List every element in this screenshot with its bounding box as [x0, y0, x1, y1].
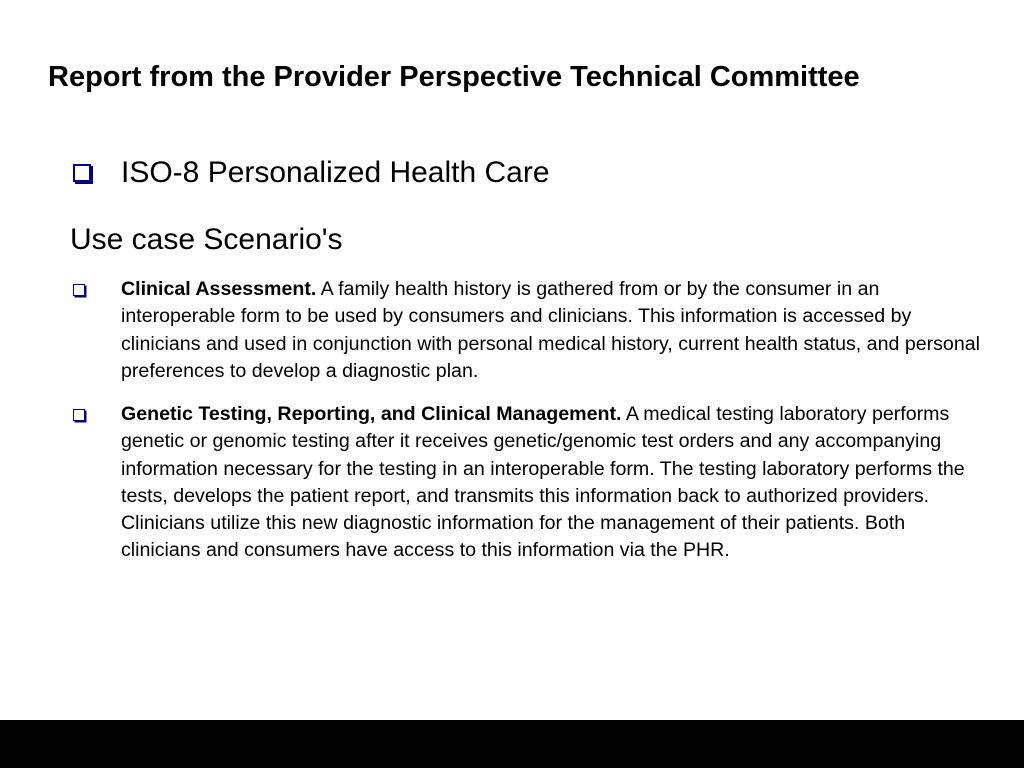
page-title: Report from the Provider Perspective Technical Committee — [48, 61, 860, 93]
list-item — [73, 401, 983, 595]
checkbox-bullet-icon — [73, 409, 85, 421]
list-item-text — [121, 276, 983, 385]
list-item-body: A medical testing laboratory performs genetic or genomic testing after it receives genetic/genomic test orders and any accompanying information necessary for the testing in an interoperable form. The testing laboratory performs the tests, develops the patient report, and transmits this information back to authorized providers. Clinicians utilize this new diagnostic information for the management of their patients. Both clinicians and consumers have access to this information via the PHR. — [121, 403, 965, 562]
list-item — [73, 276, 983, 388]
list-item-text — [121, 401, 983, 565]
subheading: Use case Scenario's — [70, 223, 343, 256]
list-item-heading: Genetic Testing, Reporting, and Clinical Management. — [121, 403, 622, 425]
list-item-heading: Clinical Assessment. — [121, 278, 317, 300]
main-bullet-text: ISO-8 Personalized Health Care — [121, 156, 550, 189]
list-item-body: A family health history is gathered from or by the consumer in an interoperable form to be used by consumers and clinicians. This information is accessed by clinicians and used in conjunction with personal medical history, current health status, and personal preferences to develop a diagnostic plan. — [121, 278, 980, 382]
checkbox-bullet-icon — [73, 284, 85, 296]
main-bullet — [73, 152, 973, 194]
footer-bar — [0, 720, 1024, 768]
checkbox-bullet-icon — [73, 164, 91, 182]
